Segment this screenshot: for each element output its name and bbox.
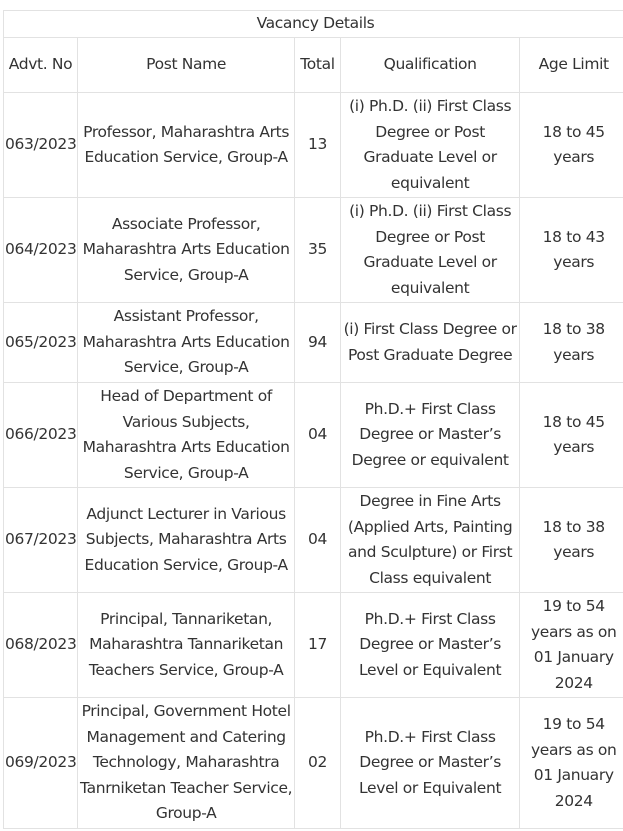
post-name-cell: Associate Professor, Maharashtra Arts Education Service, Group-A bbox=[78, 198, 295, 303]
qualification-cell: (i) First Class Degree or Post Graduate Degree bbox=[340, 303, 520, 383]
age-limit-cell: 19 to 54 years as on 01 January 2024 bbox=[520, 593, 623, 698]
total-cell: 04 bbox=[295, 488, 341, 593]
age-limit-cell: 18 to 43 years bbox=[520, 198, 623, 303]
total-cell: 94 bbox=[295, 303, 341, 383]
qualification-cell: (i) Ph.D. (ii) First Class Degree or Post Graduate Level or equivalent bbox=[340, 198, 520, 303]
advt-no-cell: 066/2023 bbox=[4, 383, 78, 488]
post-name-cell: Principal, Tannariketan, Maharashtra Tannariketan Teachers Service, Group-A bbox=[78, 593, 295, 698]
age-limit-cell: 18 to 38 years bbox=[520, 303, 623, 383]
table-row bbox=[4, 383, 623, 488]
table-header-row bbox=[4, 38, 623, 93]
table-row bbox=[4, 698, 623, 829]
age-limit-cell: 18 to 45 years bbox=[520, 93, 623, 198]
table-row bbox=[4, 93, 623, 198]
total-cell: 04 bbox=[295, 383, 341, 488]
advt-no-cell: 068/2023 bbox=[4, 593, 78, 698]
post-name-cell: Professor, Maharashtra Arts Education Service, Group-A bbox=[78, 93, 295, 198]
qualification-cell: (i) Ph.D. (ii) First Class Degree or Post Graduate Level or equivalent bbox=[340, 93, 520, 198]
advt-no-cell: 064/2023 bbox=[4, 198, 78, 303]
advt-no-cell: 063/2023 bbox=[4, 93, 78, 198]
total-cell: 35 bbox=[295, 198, 341, 303]
header-age-limit: Age Limit bbox=[520, 38, 623, 93]
qualification-cell: Ph.D.+ First Class Degree or Master’s Degree or equivalent bbox=[340, 383, 520, 488]
header-advt-no: Advt. No bbox=[4, 38, 78, 93]
table-title-row bbox=[4, 11, 623, 38]
post-name-cell: Head of Department of Various Subjects, Maharashtra Arts Education Service, Group-A bbox=[78, 383, 295, 488]
table-row bbox=[4, 488, 623, 593]
age-limit-cell: 18 to 45 years bbox=[520, 383, 623, 488]
header-qualification: Qualification bbox=[340, 38, 520, 93]
table-row bbox=[4, 303, 623, 383]
table-title: Vacancy Details bbox=[4, 11, 623, 38]
post-name-cell: Principal, Government Hotel Management and Catering Technology, Maharashtra Tanrniketan Teacher Service, Group-A bbox=[78, 698, 295, 829]
age-limit-cell: 19 to 54 years as on 01 January 2024 bbox=[520, 698, 623, 829]
total-cell: 13 bbox=[295, 93, 341, 198]
qualification-cell: Ph.D.+ First Class Degree or Master’s Level or Equivalent bbox=[340, 698, 520, 829]
advt-no-cell: 069/2023 bbox=[4, 698, 78, 829]
post-name-cell: Assistant Professor, Maharashtra Arts Education Service, Group-A bbox=[78, 303, 295, 383]
total-cell: 17 bbox=[295, 593, 341, 698]
qualification-cell: Ph.D.+ First Class Degree or Master’s Level or Equivalent bbox=[340, 593, 520, 698]
qualification-cell: Degree in Fine Arts (Applied Arts, Painting and Sculpture) or First Class equivalent bbox=[340, 488, 520, 593]
total-cell: 02 bbox=[295, 698, 341, 829]
header-post-name: Post Name bbox=[78, 38, 295, 93]
table-row bbox=[4, 593, 623, 698]
post-name-cell: Adjunct Lecturer in Various Subjects, Maharashtra Arts Education Service, Group-A bbox=[78, 488, 295, 593]
header-total: Total bbox=[295, 38, 341, 93]
vacancy-details-table bbox=[3, 10, 623, 829]
advt-no-cell: 065/2023 bbox=[4, 303, 78, 383]
advt-no-cell: 067/2023 bbox=[4, 488, 78, 593]
vacancy-table-container bbox=[3, 10, 623, 829]
table-row bbox=[4, 198, 623, 303]
age-limit-cell: 18 to 38 years bbox=[520, 488, 623, 593]
